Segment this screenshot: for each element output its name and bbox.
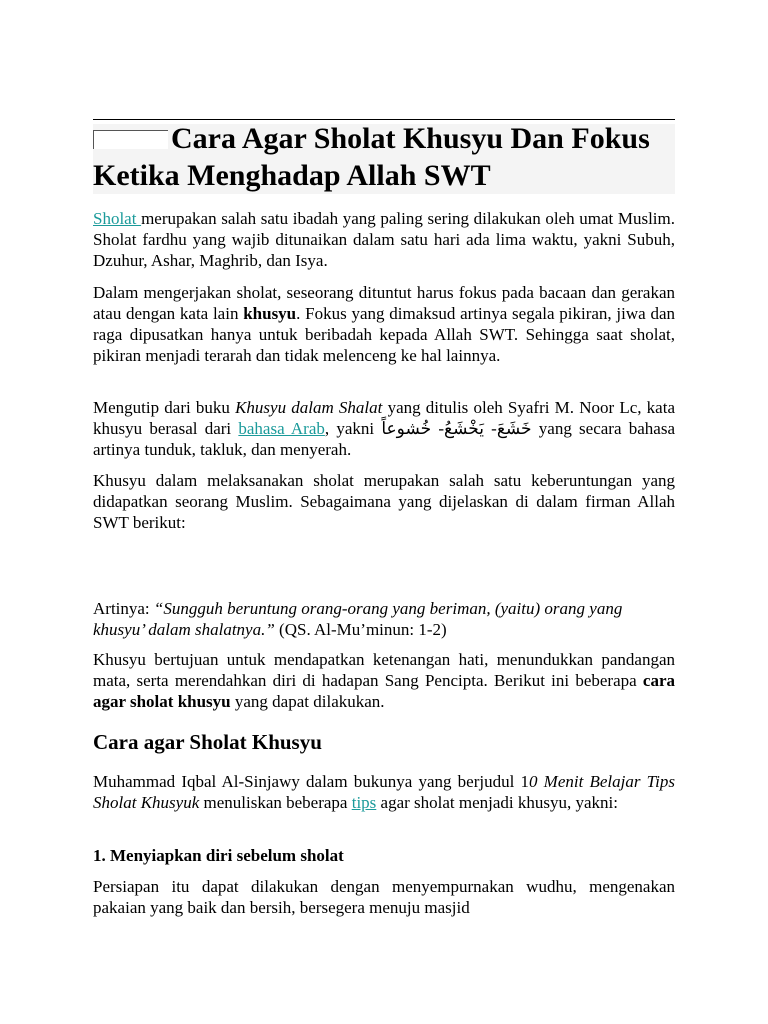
page-title: Cara Agar Sholat Khusyu Dan Fokus Ketika Menghadap Allah SWT — [93, 122, 650, 192]
subsection-heading: 1. Menyiapkan diri sebelum sholat — [93, 846, 344, 865]
paragraph-purpose: Khusyu bertujuan untuk mendapatkan ketenangan hati, menundukkan pandangan mata, serta merendahkan diri di hadapan Sang Pencipta. Berikut ini beberapa cara agar sholat khusyu yang dapat dilakukan. — [93, 650, 675, 711]
paragraph-definition: Mengutip dari buku Khusyu dalam Shalat yang ditulis oleh Syafri M. Noor Lc, kata khusyu berasal dari bahasa Arab, yakni خَشَعَ- يَخْشَعُ- خُشوعاً yang secara bahasa artinya tunduk, takluk, dan menyerah. — [93, 398, 675, 459]
section-heading: Cara agar Sholat Khusyu — [93, 730, 322, 754]
paragraph-quran-translation: Artinya: “Sungguh beruntung orang-orang yang beriman, (yaitu) orang yang khusyu’ dalam shalatnya.” (QS. Al-Mu’minun: 1-2) — [93, 599, 623, 639]
arabic-term: خَشَعَ- يَخْشَعُ- خُشوعاً — [381, 419, 532, 438]
tips-link[interactable]: tips — [351, 793, 377, 812]
sholat-link[interactable]: Sholat — [93, 209, 142, 228]
paragraph-focus: Dalam mengerjakan sholat, seseorang dituntut harus fokus pada bacaan dan gerakan atau dengan kata lain khusyu. Fokus yang dimaksud artinya segala pikiran, jiwa dan raga dipusatkan hanya untuk beribadah kepada Allah SWT. Sehingga saat sholat, pikiran menjadi terarah dan tidak melenceng ke hal lainnya. — [93, 283, 675, 365]
paragraph-book-tips: Muhammad Iqbal Al-Sinjawy dalam bukunya yang berjudul 10 Menit Belajar Tips Sholat Khusyuk menuliskan beberapa tips agar sholat menjadi khusyu, yakni: — [93, 772, 676, 812]
paragraph-fortune: Khusyu dalam melaksanakan sholat merupakan salah satu keberuntungan yang didapatkan seorang Muslim. Sebagaimana yang dijelaskan di dalam firman Allah SWT berikut: — [93, 471, 675, 532]
paragraph-intro: Sholat merupakan salah satu ibadah yang paling sering dilakukan oleh umat Muslim. Sholat fardhu yang wajib ditunaikan dalam satu hari ada lima waktu, yakni Subuh, Dzuhur, Ashar, Maghrib, dan Isya. — [93, 209, 675, 270]
paragraph-preparation: Persiapan itu dapat dilakukan dengan menyempurnakan wudhu, mengenakan pakaian yang baik dan bersih, bersegera menuju masjid — [93, 877, 675, 917]
bahasa-arab-link[interactable]: bahasa Arab — [238, 419, 325, 438]
